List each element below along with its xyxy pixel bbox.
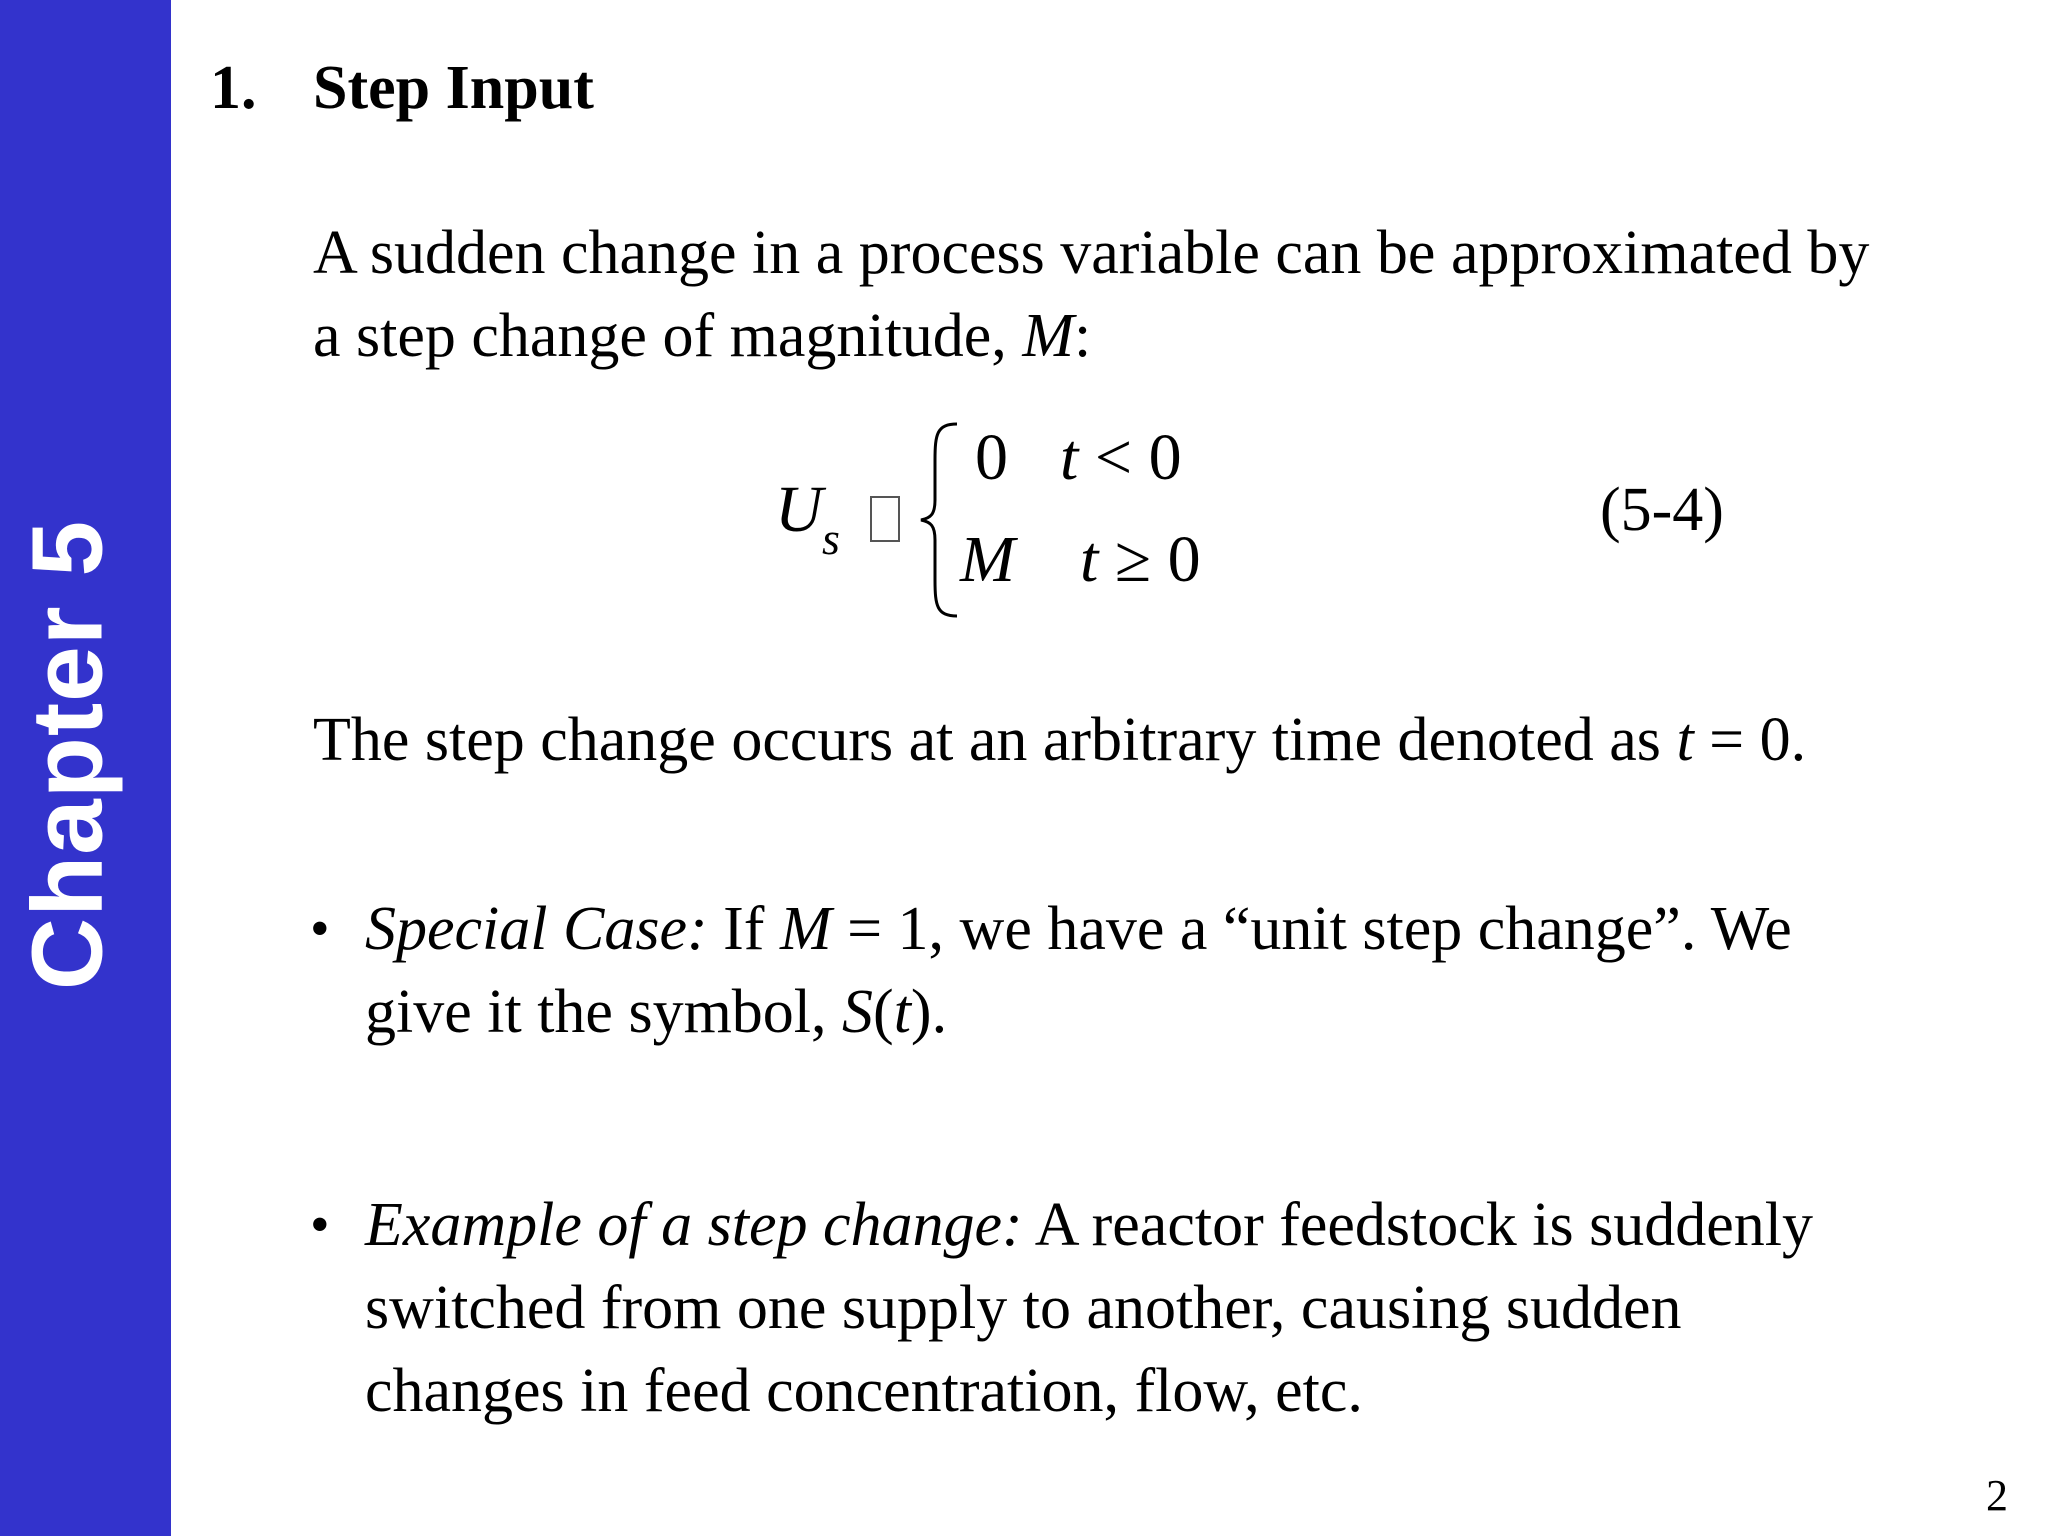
case-1-condition	[1060, 420, 1182, 496]
bullet-text	[365, 888, 1792, 1054]
case-2-value: M	[960, 523, 1015, 596]
bullet-text-b: = 1, we have a “unit step change”. We	[831, 895, 1792, 963]
bullet-text-c: give it the symbol,	[365, 978, 843, 1046]
bullet-text	[365, 1184, 1813, 1433]
occurs-var: t	[1676, 706, 1694, 774]
bullet-lead: Special Case:	[365, 895, 708, 963]
bullet-var-s: S	[842, 978, 874, 1046]
bullet-lead: Example of a step change:	[365, 1191, 1023, 1259]
section-number: 1.	[210, 54, 257, 122]
equation-lhs-subscript: s	[822, 513, 840, 564]
case-1-value: 0	[975, 421, 1008, 494]
occurs-suffix: = 0.	[1693, 706, 1807, 774]
bullet-line	[365, 1184, 1813, 1267]
intro-line-2-suffix: :	[1073, 302, 1092, 370]
bullet-paren-open: (	[873, 978, 894, 1046]
equation-number: (5-4)	[1600, 476, 1724, 544]
equation-lhs: U	[775, 473, 823, 546]
case-1-var: t	[1060, 421, 1079, 494]
bullet-line	[365, 888, 1792, 971]
missing-glyph-box	[870, 496, 900, 542]
bullet-paren-close: ).	[910, 978, 948, 1046]
occurs-text: The step change occurs at an arbitrary time denoted as	[313, 706, 1677, 774]
bullet-var-m: M	[779, 895, 832, 963]
section-title: Step Input	[313, 54, 594, 122]
bullet-marker: •	[310, 898, 330, 960]
chapter-sidebar	[0, 0, 171, 1536]
page-number: 2	[1986, 1471, 2008, 1520]
magnitude-var: M	[1022, 302, 1074, 370]
case-1-cond-text: < 0	[1078, 421, 1182, 494]
section-heading	[210, 48, 594, 128]
step-equation	[770, 420, 1250, 620]
case-2-cond-text: ≥ 0	[1098, 523, 1201, 596]
bullet-line	[365, 971, 1792, 1054]
bullet-text-rest: A reactor feedstock is suddenly	[1022, 1191, 1813, 1259]
bullet-text-a: If	[707, 895, 780, 963]
curly-brace-icon	[915, 420, 965, 620]
intro-line-1: A sudden change in a process variable can be approximated by	[313, 219, 1870, 287]
case-2-condition	[1080, 522, 1201, 598]
intro-line-2	[313, 295, 1869, 378]
intro-paragraph	[313, 212, 1869, 378]
bullet-var-t: t	[893, 978, 911, 1046]
case-2-var: t	[1080, 523, 1099, 596]
bullet-line: changes in feed concentration, flow, etc.	[365, 1357, 1363, 1425]
bullet-marker: •	[310, 1194, 330, 1256]
bullet-line: switched from one supply to another, causing sudden	[365, 1274, 1682, 1342]
occurs-paragraph	[313, 699, 1806, 782]
chapter-label: Chapter 5	[11, 519, 124, 991]
intro-line-2-text: a step change of magnitude,	[313, 302, 1023, 370]
